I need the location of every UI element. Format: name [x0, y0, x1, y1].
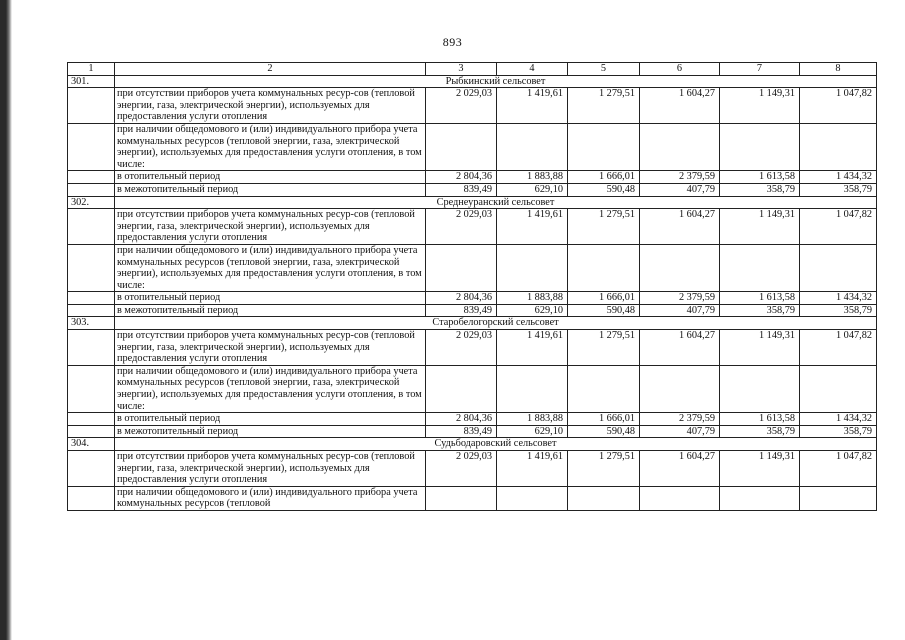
value-cell: 1 613,58 [720, 413, 800, 426]
value-cell: 839,49 [426, 425, 497, 438]
value-cell: 1 149,31 [720, 88, 800, 124]
value-cell: 629,10 [497, 425, 568, 438]
table-row [68, 330, 877, 366]
value-cell: 629,10 [497, 183, 568, 196]
value-cell: 358,79 [720, 425, 800, 438]
value-cell: 1 666,01 [568, 171, 640, 184]
value-cell: 1 434,32 [800, 292, 877, 305]
value-cell: 839,49 [426, 183, 497, 196]
table-row [68, 123, 877, 170]
value-cell: 1 279,51 [568, 451, 640, 487]
tariff-table [67, 62, 877, 511]
value-cell: 1 604,27 [640, 451, 720, 487]
value-cell: 407,79 [640, 183, 720, 196]
row-description: при наличии общедомового и (или) индивидуального прибора учета коммунальных ресурсов (тепловой энергии, газа, электрической энергии), используемых для предоставления услуги отопления, в том числе: [115, 123, 426, 170]
value-cell [720, 365, 800, 412]
value-cell: 2 804,36 [426, 171, 497, 184]
index-cell [68, 304, 115, 317]
section-index: 301. [68, 75, 115, 88]
value-cell [720, 244, 800, 291]
value-cell: 1 883,88 [497, 292, 568, 305]
value-cell [568, 486, 640, 510]
value-cell [497, 123, 568, 170]
value-cell: 2 379,59 [640, 292, 720, 305]
value-cell: 2 379,59 [640, 413, 720, 426]
index-cell [68, 425, 115, 438]
value-cell [720, 486, 800, 510]
value-cell [568, 123, 640, 170]
value-cell [426, 244, 497, 291]
column-header: 5 [568, 63, 640, 76]
value-cell [497, 365, 568, 412]
value-cell: 1 149,31 [720, 209, 800, 245]
index-cell [68, 292, 115, 305]
value-cell: 358,79 [720, 183, 800, 196]
row-description: при отсутствии приборов учета коммунальных ресур-сов (тепловой энергии, газа, электрической энергии), используемых для предоставления услуги отопления [115, 209, 426, 245]
row-description: в межотопительный период [115, 183, 426, 196]
value-cell [800, 244, 877, 291]
value-cell [568, 365, 640, 412]
value-cell: 1 613,58 [720, 292, 800, 305]
section-header-row [68, 196, 877, 209]
table-row [68, 209, 877, 245]
value-cell: 590,48 [568, 304, 640, 317]
row-description: при отсутствии приборов учета коммунальных ресур-сов (тепловой энергии, газа, электрической энергии), используемых для предоставления услуги отопления [115, 451, 426, 487]
table-row [68, 486, 877, 510]
value-cell: 1 604,27 [640, 330, 720, 366]
section-header-row [68, 317, 877, 330]
row-description: при наличии общедомового и (или) индивидуального прибора учета коммунальных ресурсов (тепловой энергии, газа, электрической энергии), используемых для предоставления услуги отопления, в том числе: [115, 244, 426, 291]
table-body [68, 63, 877, 511]
value-cell [800, 123, 877, 170]
value-cell: 1 279,51 [568, 88, 640, 124]
column-header: 3 [426, 63, 497, 76]
index-cell [68, 88, 115, 124]
section-title: Судьбодаровский сельсовет [115, 438, 877, 451]
row-description: в отопительный период [115, 292, 426, 305]
section-header-row [68, 438, 877, 451]
table-row [68, 244, 877, 291]
value-cell: 1 419,61 [497, 209, 568, 245]
index-cell [68, 244, 115, 291]
value-cell: 1 419,61 [497, 451, 568, 487]
row-description: в межотопительный период [115, 304, 426, 317]
table-row [68, 365, 877, 412]
value-cell [800, 365, 877, 412]
value-cell [640, 244, 720, 291]
table-row [68, 304, 877, 317]
section-header-row [68, 75, 877, 88]
index-cell [68, 451, 115, 487]
table-row [68, 451, 877, 487]
column-header: 1 [68, 63, 115, 76]
value-cell: 358,79 [800, 425, 877, 438]
index-cell [68, 486, 115, 510]
section-title: Рыбкинский сельсовет [115, 75, 877, 88]
value-cell [640, 486, 720, 510]
value-cell: 1 047,82 [800, 209, 877, 245]
value-cell [800, 486, 877, 510]
value-cell [640, 365, 720, 412]
index-cell [68, 123, 115, 170]
value-cell: 1 419,61 [497, 330, 568, 366]
value-cell: 1 613,58 [720, 171, 800, 184]
section-title: Старобелогорский сельсовет [115, 317, 877, 330]
table-row [68, 183, 877, 196]
value-cell: 1 434,32 [800, 413, 877, 426]
row-description: при отсутствии приборов учета коммунальных ресур-сов (тепловой энергии, газа, электрической энергии), используемых для предоставления услуги отопления [115, 88, 426, 124]
value-cell: 2 804,36 [426, 413, 497, 426]
value-cell: 2 029,03 [426, 209, 497, 245]
table-row [68, 292, 877, 305]
value-cell: 1 149,31 [720, 451, 800, 487]
index-cell [68, 413, 115, 426]
value-cell: 407,79 [640, 304, 720, 317]
value-cell [497, 244, 568, 291]
column-header: 4 [497, 63, 568, 76]
index-cell [68, 183, 115, 196]
value-cell: 358,79 [800, 183, 877, 196]
row-description: в отопительный период [115, 413, 426, 426]
index-cell [68, 330, 115, 366]
value-cell: 2 804,36 [426, 292, 497, 305]
table-row [68, 171, 877, 184]
value-cell: 629,10 [497, 304, 568, 317]
value-cell: 2 379,59 [640, 171, 720, 184]
value-cell: 1 047,82 [800, 451, 877, 487]
value-cell: 1 666,01 [568, 413, 640, 426]
value-cell: 407,79 [640, 425, 720, 438]
value-cell: 2 029,03 [426, 88, 497, 124]
section-index: 303. [68, 317, 115, 330]
value-cell: 1 434,32 [800, 171, 877, 184]
section-title: Среднеуранский сельсовет [115, 196, 877, 209]
row-description: при отсутствии приборов учета коммунальных ресур-сов (тепловой энергии, газа, электрической энергии), используемых для предоставления услуги отопления [115, 330, 426, 366]
value-cell [568, 244, 640, 291]
section-index: 302. [68, 196, 115, 209]
value-cell: 1 279,51 [568, 330, 640, 366]
value-cell: 590,48 [568, 183, 640, 196]
value-cell: 1 047,82 [800, 330, 877, 366]
value-cell [426, 365, 497, 412]
value-cell [426, 486, 497, 510]
value-cell: 2 029,03 [426, 451, 497, 487]
value-cell [426, 123, 497, 170]
value-cell: 1 047,82 [800, 88, 877, 124]
value-cell: 358,79 [800, 304, 877, 317]
value-cell: 1 419,61 [497, 88, 568, 124]
scan-page-edge [0, 0, 12, 640]
column-header: 7 [720, 63, 800, 76]
section-index: 304. [68, 438, 115, 451]
value-cell [720, 123, 800, 170]
value-cell: 1 883,88 [497, 171, 568, 184]
index-cell [68, 365, 115, 412]
value-cell: 358,79 [720, 304, 800, 317]
column-number-row [68, 63, 877, 76]
table-row [68, 413, 877, 426]
table-row [68, 425, 877, 438]
column-header: 2 [115, 63, 426, 76]
row-description: в межотопительный период [115, 425, 426, 438]
page-number: 893 [442, 35, 463, 49]
value-cell [497, 486, 568, 510]
row-description: в отопительный период [115, 171, 426, 184]
value-cell: 1 279,51 [568, 209, 640, 245]
row-description: при наличии общедомового и (или) индивидуального прибора учета коммунальных ресурсов (тепловой [115, 486, 426, 510]
value-cell: 1 149,31 [720, 330, 800, 366]
value-cell: 1 883,88 [497, 413, 568, 426]
column-header: 6 [640, 63, 720, 76]
value-cell: 1 604,27 [640, 88, 720, 124]
value-cell [640, 123, 720, 170]
value-cell: 2 029,03 [426, 330, 497, 366]
index-cell [68, 171, 115, 184]
column-header: 8 [800, 63, 877, 76]
value-cell: 839,49 [426, 304, 497, 317]
value-cell: 1 604,27 [640, 209, 720, 245]
value-cell: 1 666,01 [568, 292, 640, 305]
value-cell: 590,48 [568, 425, 640, 438]
table-row [68, 88, 877, 124]
index-cell [68, 209, 115, 245]
row-description: при наличии общедомового и (или) индивидуального прибора учета коммунальных ресурсов (тепловой энергии, газа, электрической энергии), используемых для предоставления услуги отопления, в том числе: [115, 365, 426, 412]
